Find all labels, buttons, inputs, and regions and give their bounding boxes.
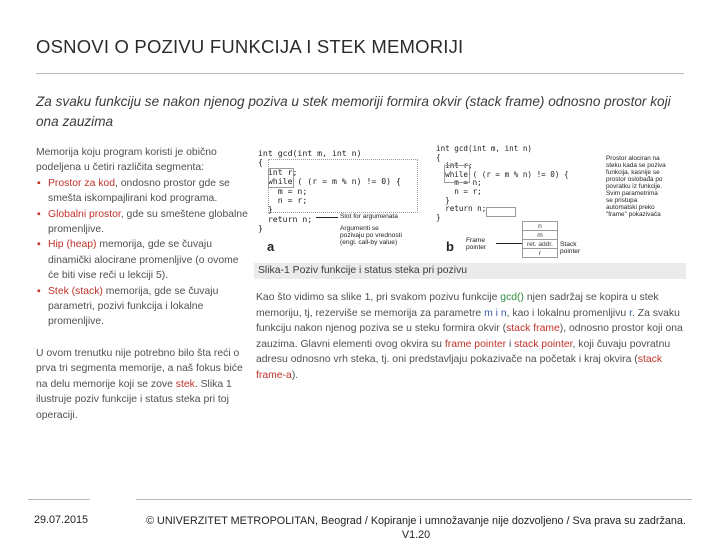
- stack-frame-figure: [254, 143, 686, 261]
- stack-cell: ret. addr.: [522, 239, 558, 249]
- code-snippet-b: int gcd(int m, int n) { int r; while ( (r = m % n) != 0) { m = n; n = r; } return n; }: [436, 144, 569, 222]
- paragraph-text: ), odnosno prostor koji ona zauzima. Glavni elementi ovog okvira su: [256, 323, 683, 350]
- list-item: [36, 284, 248, 330]
- stack-term: stek: [175, 378, 195, 390]
- paragraph-text: i: [506, 338, 515, 350]
- list-item: [36, 237, 248, 283]
- code-snippet-a: int gcd(int m, int n) { int r; while ( (r = m % n) != 0) { m = n; n = r; } return n; }: [258, 148, 401, 234]
- list-item: [36, 207, 248, 238]
- stack-cell: m: [522, 230, 558, 240]
- highlight-term: stack frame: [506, 323, 560, 335]
- stack-focus-paragraph: [36, 346, 248, 423]
- stack-pointer-label: Stack pointer: [560, 241, 581, 256]
- list-item: [36, 176, 248, 207]
- bullet-icon: ▪: [37, 208, 41, 220]
- figure-caption: Slika-1 Poziv funkcije i status steka pri pozivu: [254, 263, 686, 279]
- segment-term: Hip (heap): [48, 239, 97, 251]
- paragraph-text: njen sadržaj se kopira u stek memoriju, tj, rezerviše se memorija za parametre: [256, 292, 659, 319]
- slide-subtitle: Za svaku funkciju se nakon njenog poziva u stek memoriji formira okvir (stack frame) odnosno prostor koji ona zauzima: [36, 94, 671, 129]
- highlight-term: frame pointer: [444, 338, 507, 350]
- paragraph-text: , kao i lokalnu promenljivu: [506, 307, 630, 319]
- footer-divider: [28, 499, 90, 500]
- spacer: [36, 330, 248, 346]
- segment-term: Globalni prostor: [48, 208, 121, 220]
- code-term: gcd(): [500, 292, 524, 303]
- paragraph-text: . Za svaku funkciju nakon njenog poziva se u steku formira okvir (: [256, 307, 680, 335]
- args-slot-note: Slot for argumenata: [340, 213, 398, 220]
- stack-space-note: Prostor alociran na steku kada se poziva funkcija, kasnije se prostor oslobađa po povratku iz funkcije. Svim parametrima se pristupa automatski preko "frame" pokazivača: [606, 155, 666, 218]
- arrow-line: [316, 217, 338, 218]
- memory-intro: Memorija koju program koristi je obično podeljena u četiri različita segmenta:: [36, 147, 217, 174]
- footer-date: 29.07.2015: [34, 514, 89, 526]
- segment-description: memorija, gde se čuvaju dinamički alocirane promenljive (o ovome će biti vise reči u lekciji 5).: [48, 239, 239, 282]
- highlight-term: stack pointer: [514, 338, 573, 350]
- code-term: m i n: [484, 307, 507, 319]
- highlight-box: [268, 159, 418, 213]
- highlight-term: stack frame-a: [256, 354, 663, 381]
- slide-title: OSNOVI O POZIVU FUNKCIJA I STEK MEMORIJI: [36, 36, 464, 57]
- panel-label-a: a: [267, 239, 275, 254]
- footer-divider: [136, 499, 692, 500]
- bullet-icon: ▪: [37, 177, 41, 189]
- footer-copyright: © UNIVERZITET METROPOLITAN, Beograd / Kopiranje i umnožavanje nije dozvoljeno / Sva prava su zadržana. V1.20: [146, 515, 686, 540]
- stack-cell: r: [522, 248, 558, 258]
- bullet-icon: ▪: [37, 285, 41, 297]
- bullet-icon: ▪: [37, 239, 41, 251]
- paragraph-text: U ovom trenutku nije potrebno bilo šta reći o prva tri segmenta memorije, a naš fokus biće na delu memorije koji se zove: [36, 347, 243, 390]
- paragraph-text: Kao što vidimo sa slike 1, pri svakom pozivu funkcije: [256, 292, 501, 303]
- title-divider: [36, 73, 684, 74]
- segment-description: memorija, gde se čuvaju parametri, pozivi funkcija i lokalne promenljive.: [48, 285, 219, 328]
- code-term: r: [629, 307, 632, 319]
- stack-cell: n: [522, 221, 558, 231]
- segment-description: , gde su smeštene globalne promenljive.: [48, 208, 248, 236]
- memory-segments-list: [36, 176, 248, 330]
- segment-term: Prostor za kod: [48, 177, 115, 189]
- left-column: [36, 145, 248, 423]
- paragraph-text: ).: [291, 369, 299, 381]
- highlight-box: [486, 207, 516, 217]
- frame-pointer-label: Frame pointer: [466, 237, 487, 252]
- paragraph-text: . Slika 1 ilustruje poziv funkcije i status steka pri toj operaciji.: [36, 378, 232, 421]
- segment-description: , ondosno prostor gde se smešta iskompajlirani kod programa.: [48, 177, 230, 205]
- arrow-line: [496, 243, 522, 244]
- highlight-box: [444, 165, 470, 183]
- segment-term: Stek (stack): [48, 285, 103, 297]
- explanation-paragraph: [256, 290, 688, 384]
- panel-label-b: b: [446, 239, 454, 254]
- call-by-value-note: Argumenti se pozivaju po vrednosti (engl. call-by value): [340, 225, 402, 247]
- paragraph-text: , koji čuvaju povratnu adresu odnosno vrh steka, tj. oni predstavljaju pokazivače na početak i kraj okvira (: [256, 338, 671, 366]
